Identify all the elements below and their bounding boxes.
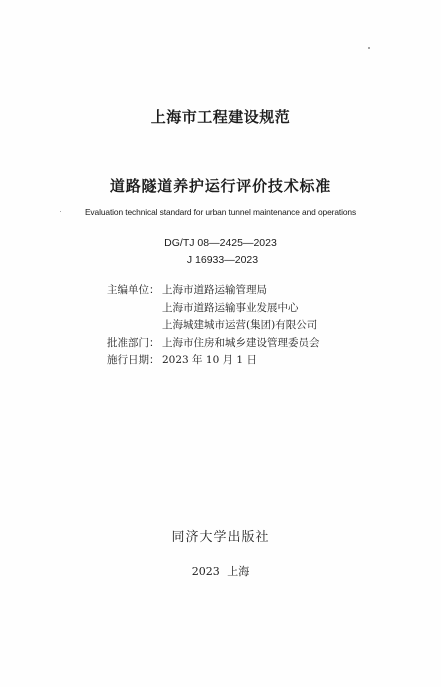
scan-speck — [368, 47, 370, 49]
editor-unit: 上海市道路运输事业发展中心 — [162, 301, 299, 314]
editor-unit: 上海市道路运输管理局 — [162, 284, 267, 296]
standard-code: DG/TJ 08—2425—2023 — [164, 237, 277, 249]
effective-date-row — [107, 352, 320, 370]
editors-row — [107, 282, 320, 300]
editors-label: 主编单位： — [107, 284, 160, 296]
english-title: Evaluation technical standard for urban tunnel maintenance and operations — [84, 207, 357, 217]
publisher-name: 同济大学出版社 — [171, 530, 270, 545]
editors-row — [107, 317, 320, 335]
editors-row — [107, 300, 320, 318]
approver-value: 上海市住房和城乡建设管理委员会 — [162, 336, 320, 349]
series-title: 上海市工程建设规范 — [150, 108, 291, 126]
publication-info — [107, 282, 320, 370]
editor-unit: 上海城建城市运营(集团)有限公司 — [162, 319, 318, 331]
document-title: 道路隧道养护运行评价技术标准 — [109, 177, 332, 195]
imprint-year-place: 2023 上海 — [191, 565, 250, 578]
registration-code: J 16933—2023 — [186, 254, 259, 266]
effective-date-label: 施行日期： — [107, 354, 160, 366]
effective-date-value: 2023 年 10 月 1 日 — [162, 354, 257, 366]
approver-label: 批准部门： — [107, 336, 160, 349]
approver-row — [107, 335, 320, 353]
